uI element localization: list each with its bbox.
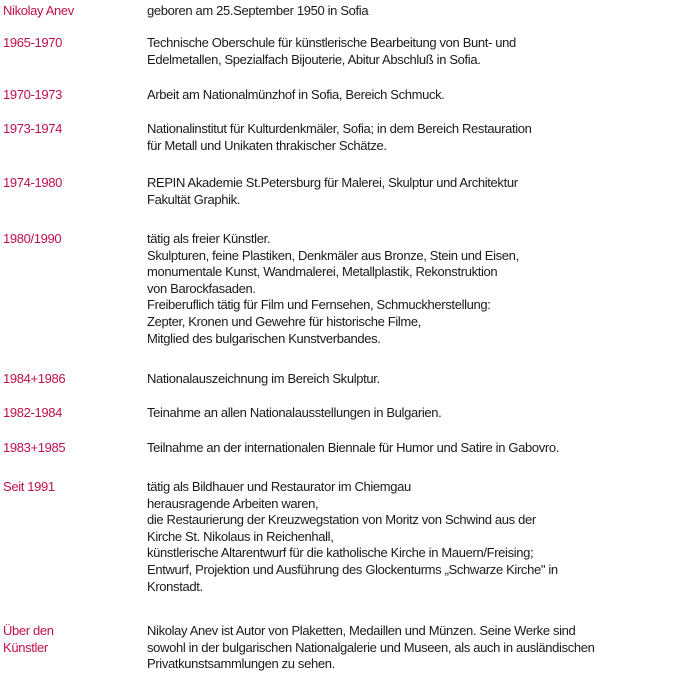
entry-date-label (3, 87, 143, 104)
description-line: Mitglied des bulgarischen Kunstverbandes. (147, 330, 381, 346)
description-line: Teilnahme an der internationalen Biennale für Humor und Satire in Gabovro. (147, 440, 560, 455)
description-line: tätig als Bildhauer und Restaurator im Chiemgau (147, 479, 411, 494)
description-line: REPIN Akademie St.Petersburg für Malerei, Skulptur und Architektur (147, 175, 518, 190)
entry-description (147, 371, 700, 388)
description-line: Kronstadt. (147, 578, 203, 594)
description-line: von Barockfasaden. (147, 280, 256, 296)
entry-date-label (3, 3, 143, 20)
entry-date-label (3, 371, 143, 388)
description-line: Nikolay Anev ist Autor von Plaketten, Medaillen und Münzen. Seine Werke sind (147, 623, 576, 638)
entry-description (147, 231, 700, 347)
description-line: Freiberuflich tätig für Film und Fernsehen, Schmuckherstellung: (147, 297, 491, 313)
description-line: Entwurf, Projektion und Ausführung des Glockenturms „Schwarze Kirche" in (147, 561, 558, 577)
description-line: herausragende Arbeiten waren, (147, 495, 319, 511)
description-line: geboren am 25.September 1950 in Sofia (147, 3, 369, 18)
entry-description (147, 623, 700, 673)
entry-date-label (3, 440, 143, 457)
label-line: 1973-1974 (3, 121, 63, 136)
description-line: Nationalinstitut für Kulturdenkmäler, Sofia; in dem Bereich Restauration (147, 121, 532, 136)
description-line: Nationalauszeichnung im Bereich Skulptur. (147, 371, 380, 386)
description-line: Teinahme an allen Nationalausstellungen in Bulgarien. (147, 405, 442, 420)
label-line: 1983+1985 (3, 440, 66, 455)
entry-description (147, 405, 700, 422)
description-line: Privatkunstsammlungen zu sehen. (147, 656, 335, 672)
label-line: 1984+1986 (3, 371, 66, 386)
description-line: Skulpturen, feine Plastiken, Denkmäler aus Bronze, Stein und Eisen, (147, 247, 519, 263)
entry-description (147, 479, 700, 595)
entry-description (147, 440, 700, 457)
label-line: 1980/1990 (3, 231, 62, 246)
description-line: Edelmetallen, Spezialfach Bijouterie, Abitur Abschluß in Sofia. (147, 51, 481, 67)
description-line: Zepter, Kronen und Gewehre für historische Filme, (147, 313, 422, 329)
entry-date-label (3, 405, 143, 422)
entry-description (147, 121, 700, 154)
entry-description (147, 175, 700, 208)
description-line: Arbeit am Nationalmünzhof in Sofia, Bereich Schmuck. (147, 87, 445, 102)
entry-description (147, 3, 700, 20)
description-line: tätig als freier Künstler. (147, 231, 271, 246)
description-line: für Metall und Unikaten thrakischer Schätze. (147, 137, 387, 153)
description-line: Kirche St. Nikolaus in Reichenhall, (147, 528, 334, 544)
entry-date-label (3, 121, 143, 138)
description-line: die Restaurierung der Kreuzwegstation von Moritz von Schwind aus der (147, 512, 536, 528)
entry-description (147, 87, 700, 104)
entry-date-label (3, 479, 143, 496)
description-line: monumentale Kunst, Wandmalerei, Metallplastik, Rekonstruktion (147, 264, 498, 280)
entry-date-label (3, 623, 143, 656)
description-line: künstlerische Altarentwurf für die katholische Kirche in Mauern/Freising; (147, 545, 534, 561)
entry-date-label (3, 231, 143, 248)
entry-date-label (3, 175, 143, 192)
description-line: sowohl in der bulgarischen Nationalgalerie und Museen, als auch in ausländischen (147, 639, 595, 655)
label-line: Über den (3, 623, 54, 638)
label-line: Nikolay Anev (3, 3, 74, 18)
entry-date-label (3, 35, 143, 52)
label-line: Seit 1991 (3, 479, 55, 494)
description-line: Technische Oberschule für künstlerische Bearbeitung von Bunt- und (147, 35, 516, 50)
label-line: Künstler (3, 639, 48, 655)
label-line: 1970-1973 (3, 87, 63, 102)
description-line: Fakultät Graphik. (147, 191, 241, 207)
label-line: 1982-1984 (3, 405, 63, 420)
label-line: 1974-1980 (3, 175, 63, 190)
label-line: 1965-1970 (3, 35, 63, 50)
entry-description (147, 35, 700, 68)
